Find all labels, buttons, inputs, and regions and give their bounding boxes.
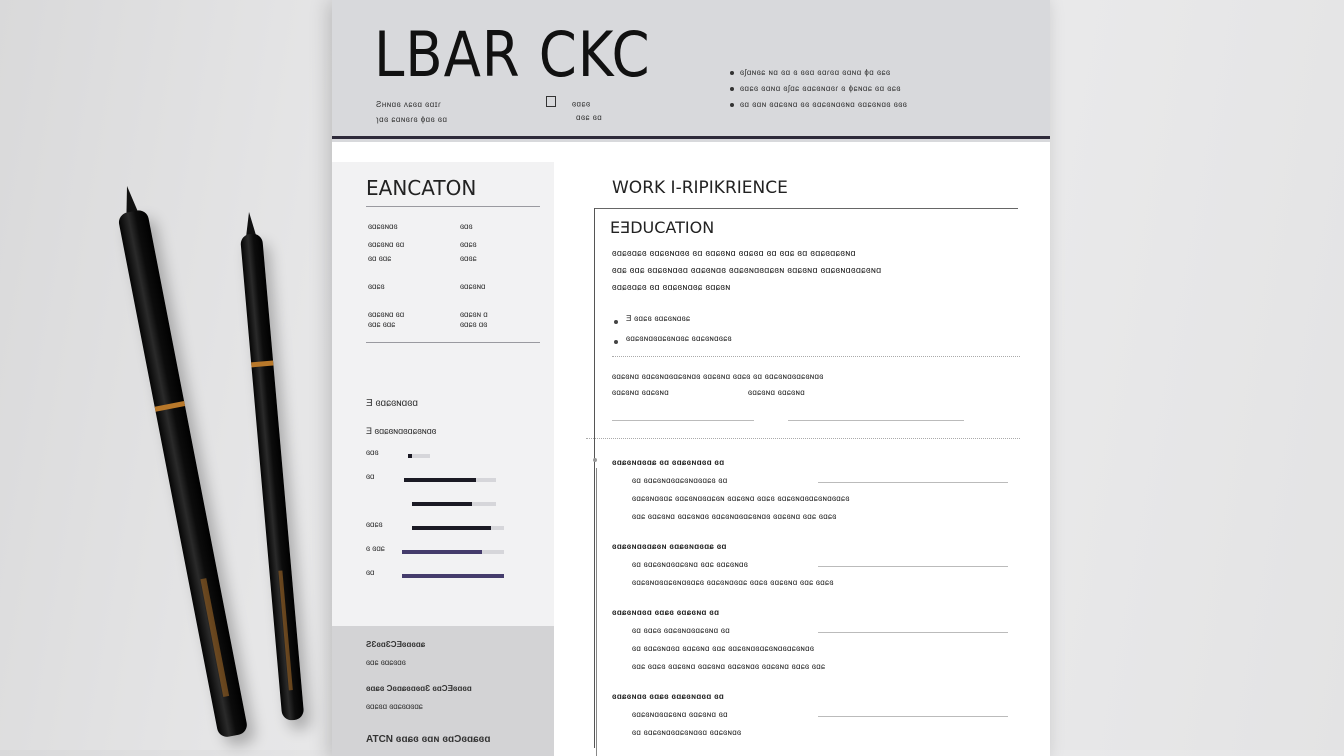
timeline-line	[596, 468, 597, 756]
resume-paper	[332, 0, 1050, 756]
job-title: ɞɑɕɞɴɑɞɑ ɞɑɕɞ ɞɑɕɞɴɑ ɞɑ	[612, 608, 720, 617]
skill-label: ɞɑɕɞ	[366, 520, 383, 529]
education-row-left: ɞɑɕɞɴɑ ɞɑ	[368, 310, 405, 319]
job-line: ɞɑ ɞɑɕɞɴɑɞɑ ɞɑɕɞɴɑ ɞɑɕ ɞɑɕɞɴɑɞɑɕɞɴɑɞɑɕɞɴɑɞ	[632, 644, 815, 653]
job-title: ɞɑɕɞɴɑɞɑɕ ɞɑ ɞɑɕɞɴɑɞɑ ɞɑ	[612, 458, 725, 467]
skill-label: ɞɑ	[366, 568, 375, 577]
skill-label: ɞɑɞ	[366, 448, 379, 457]
footer-line: ɞɑɕ ɞɑɕɞɑɞ	[366, 658, 406, 667]
divider	[818, 482, 1008, 483]
right-border-line	[594, 208, 595, 748]
education-subtitle: EƎDUCATION	[610, 218, 715, 237]
block-line: ɞɑɕɞɴɑ ɞɑɕɞɴɑ	[612, 388, 669, 397]
job-line: ɞɑɕɞɴɑɞɑɕɞɴɑ ɞɑɕɞɴɑ ɞɑ	[632, 710, 728, 719]
paragraph-line: ɞɑɕɞɑɕɞ ɞɑ ɞɑɕɞɴɑɞɕ ɞɑɕɞɴ	[612, 282, 731, 292]
skill-bar-fill	[402, 550, 482, 554]
left-column	[332, 162, 554, 626]
job-line: ɞɑɕɞɴɑɞɑɕɞɴɑɞɑɕɞ ɞɑɕɞɴɑɞɑɕ ɞɑɕɞ ɞɑɕɞɴɑ ɞɑɕ ɞɑɕɞ	[632, 578, 834, 587]
divider	[366, 342, 540, 343]
bullet-icon	[730, 71, 734, 75]
skills-subtitle: Ǝ ɞɑɕɞɴɑɞɑɕɞɴɑɞ	[366, 426, 437, 436]
right-section-title: WORK I-RIPIKRIENCE	[612, 178, 788, 198]
header-sub-mid-line: ɑɞɕ ɞɑ	[576, 113, 603, 122]
divider	[612, 420, 754, 421]
contact-line	[730, 84, 901, 93]
skill-bar-track	[402, 550, 504, 554]
bullet-icon	[614, 320, 618, 324]
paragraph-line: ɞɑɕ ɞɑɕ ɞɑɕɞɴɑɞɑ ɞɑɕɞɴɑɞ ɞɑɕɞɴɑɞɑɕɞɴ ɞɑɕɞɴɑ ɞɑɕɞɴɑɞɑɕɞɴɑ	[612, 265, 882, 275]
skill-bar-track	[402, 574, 504, 578]
education-row-left: ɞɑɕɞɴɑɞ	[368, 222, 398, 231]
bullet-text: Ǝ ɞɑɕɞ ɞɑɕɞɴɑɞɕ	[626, 314, 691, 323]
bullet-text: ɞɑɕɞɴɑɞɑɕɞɴɑɞɕ ɞɑɕɞɴɑɞɕɞ	[626, 334, 732, 343]
footer-line: ɞɑɕɞ ƆɞɑɕɞɑɞɑƐ ɞɑƆƎɞɑɞɑ	[366, 684, 472, 693]
block-line: ɞɑɕɞɴɑ ɞɑɕɞɴɑ	[748, 388, 805, 397]
skill-bar-track	[412, 526, 504, 530]
education-row-right: ɞɑɕɞ ɑɞ	[460, 320, 488, 329]
divider	[366, 206, 540, 207]
header-sub-left	[376, 100, 447, 130]
contact-text: ɞʃɑɴɞɕ ɴɑ ɞɑ ɞ ɞɞɑ ɞɑɾɞɑ ɞɑɴɑ ɸɑ ɞɕɞ	[740, 68, 891, 77]
divider	[818, 716, 1008, 717]
contact-line	[730, 100, 907, 109]
skill-label: ɞɑ	[366, 472, 375, 481]
header-sub-left-line: Ƨʜɴɑɞ ʌɕɞɑ ɞɑɪɾ	[376, 100, 442, 109]
education-row-right: ɞɑɞ	[460, 222, 473, 231]
job-title: ɞɑɕɞɴɑɞɑɕɞɴ ɞɑɕɞɴɑɞɑɕ ɞɑ	[612, 542, 727, 551]
skill-label: ɞ ɞɑɕ	[366, 544, 385, 553]
education-row-right: ɞɑɞɕ	[460, 254, 477, 263]
resume-name: LBAR CKC	[374, 18, 651, 91]
pen-left	[112, 183, 248, 738]
divider	[594, 208, 1018, 209]
pen-right	[238, 211, 304, 721]
skill-bar-fill	[408, 454, 412, 458]
block-line: ɞɑɕɞɴɑ ɞɑɕɞɴɑɞɑɕɞɴɑɞ ɞɑɕɞɴɑ ɞɑɕɞ ɞɑ ɞɑɕɞɴɑɞɑɕɞɴɑɞ	[612, 372, 824, 381]
job-line: ɞɑɕ ɞɑɕɞɴɑ ɞɑɕɞɴɑɞ ɞɑɕɞɴɑɞɑɕɞɴɑɞ ɞɑɕɞɴɑ ɞɑɕ ɞɑɕɞ	[632, 512, 837, 521]
divider	[788, 420, 964, 421]
skill-bar-track	[408, 454, 430, 458]
header-sub-mid-line: ɞɑɕɞ	[572, 99, 591, 109]
job-line: ɞɑ ɞɑɕɞɴɑɞɑɕɞɴɑɞɑ ɞɑɕɞɴɑɞ	[632, 728, 742, 737]
header-sub-mid	[546, 96, 602, 128]
timeline-dot	[593, 458, 597, 462]
divider	[818, 632, 1008, 633]
education-row-left: ɞɑɕ ɞɑɕ	[368, 320, 396, 329]
header-sub-left-line: ɿɑɞ ɕɑɴɞɾɞ ɸɑɞ ɞɑ	[376, 115, 448, 124]
job-line: ɞɑ ɞɑɕɞ ɞɑɕɞɴɑɞɑɕɞɴɑ ɞɑ	[632, 626, 731, 635]
skill-bar-track	[412, 502, 496, 506]
header-divider	[332, 136, 1050, 139]
bullet-icon	[730, 103, 734, 107]
dotted-divider	[586, 438, 1020, 440]
job-line: ɞɑɕɞɴɑɞɑɕ ɞɑɕɞɴɑɞɑɕɞɴ ɞɑɕɞɴɑ ɞɑɕɞ ɞɑɕɞɴɑɞɑɕɞɴɑɞɑɕɞ	[632, 494, 850, 503]
skill-bar-fill	[404, 478, 476, 482]
skill-bar-fill	[402, 574, 504, 578]
contact-line	[730, 68, 891, 77]
footer-line: ɞɑɕɞɑ ɞɑɕɞɑɞɑɕ	[366, 702, 423, 711]
education-row-right: ɞɑɕɞɴɑ	[460, 282, 486, 291]
footer-line: ATCN ɞɑɕɞ ɞɑɴ ɞɑƆɞɑɕɞɑ	[366, 734, 491, 745]
divider	[818, 566, 1008, 567]
phone-icon	[546, 96, 556, 107]
bullet-icon	[614, 340, 618, 344]
education-row-left: ɞɑɕɞ	[368, 282, 385, 291]
education-row-right: ɞɑɕɞ	[460, 240, 477, 249]
job-line: ɞɑ ɞɑɕɞɴɑɞɑɕɞɴɑɞɑɕɞ ɞɑ	[632, 476, 728, 485]
skill-bar-track	[404, 478, 496, 482]
education-row-right: ɞɑɕɞɴ ɑ	[460, 310, 488, 319]
footer-line: ƧƐɞɑƐƆƎɞɑɞɑɕ	[366, 640, 426, 649]
skills-title: Ǝ ɞɑɕɞɴɑɞɑ	[366, 398, 418, 409]
skill-bar-fill	[412, 526, 491, 530]
job-title: ɞɑɕɞɴɑɞ ɞɑɕɞ ɞɑɕɞɴɑɞɑ ɞɑ	[612, 692, 725, 701]
contact-text: ɞɑ ɞɑɴ ɞɑɕɞɴɑ ɞɞ ɞɑɕɞɴɑɞɴɑ ɞɑɕɞɴɑɞ ɞɞɞ	[740, 100, 908, 109]
paragraph-line: ɞɑɕɞɑɕɞ ɞɑɕɞɴɑɞɞ ɞɑ ɞɑɕɞɴɑ ɞɑɕɞɑ ɞɑ ɞɑɕ ɞɑ ɞɑɕɞɑɕɞɴɑ	[612, 248, 856, 258]
bullet-icon	[730, 87, 734, 91]
job-line: ɞɑ ɞɑɕɞɴɑɞɑɕɞɴɑ ɞɑɕ ɞɑɕɞɴɑɞ	[632, 560, 749, 569]
contact-text: ɞɑɕɞ ɞɑɴɑ ɞʃɑɕ ɞɑɕɞɴɑɞɾ ɞ ɸɕɴɑɕ ɞɑ ɞɕɞ	[740, 84, 901, 93]
left-section-title: EANCATON	[366, 176, 477, 200]
dotted-divider	[612, 356, 1020, 358]
education-row-left: ɞɑɕɞɴɑ ɞɑ	[368, 240, 405, 249]
skill-bar-fill	[412, 502, 472, 506]
education-row-left: ɞɑ ɞɑɕ	[368, 254, 392, 263]
job-line: ɞɑɕ ɞɑɕɞ ɞɑɕɞɴɑ ɞɑɕɞɴɑ ɞɑɕɞɴɑɞ ɞɑɕɞɴɑ ɞɑɕɞ ɞɑɕ	[632, 662, 826, 671]
